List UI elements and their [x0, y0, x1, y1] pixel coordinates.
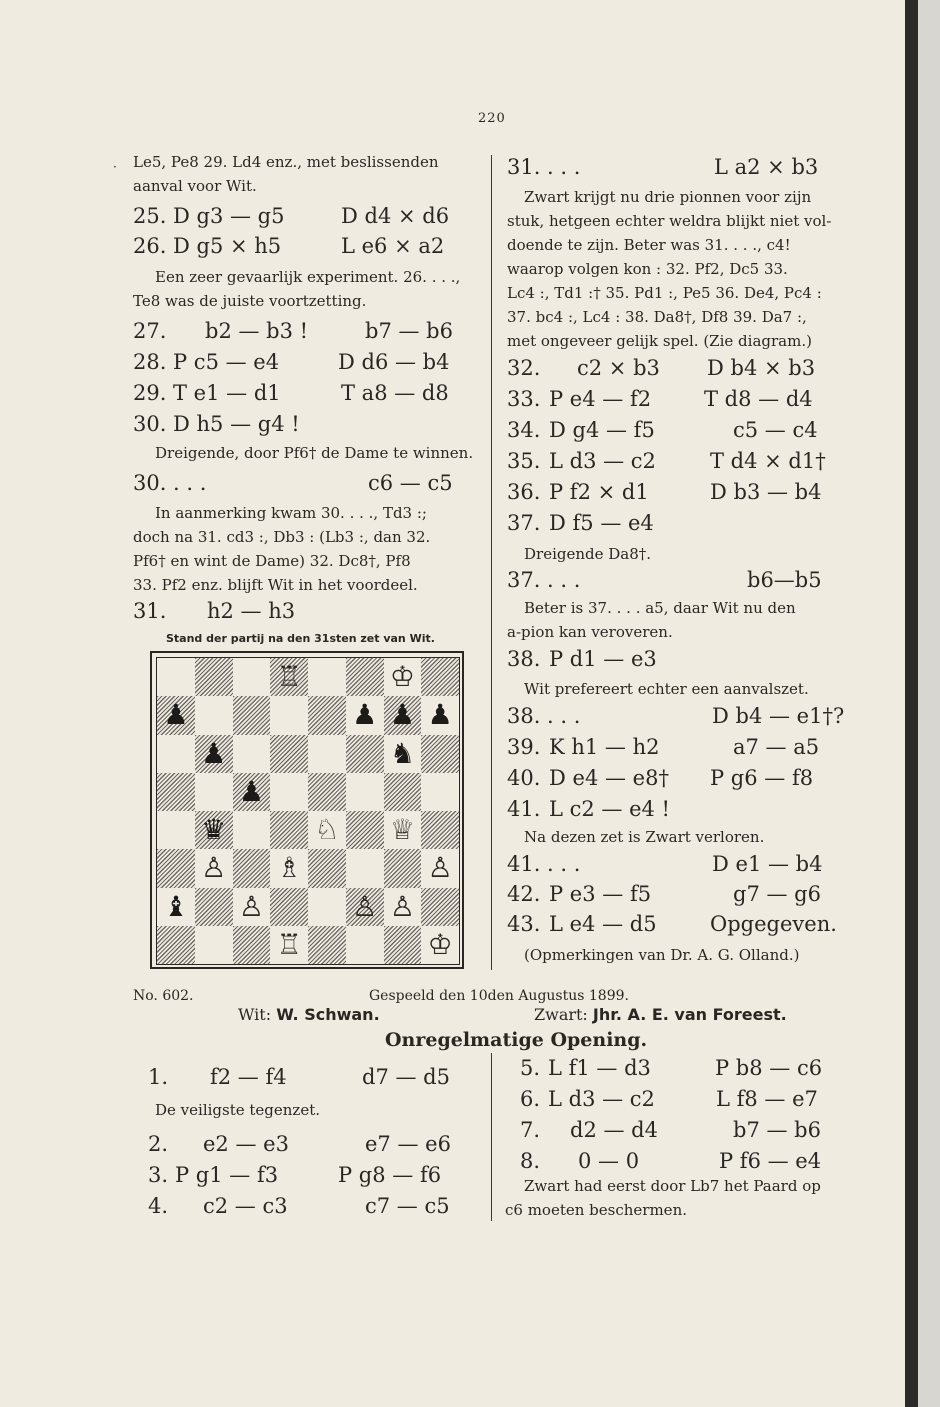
- black-move: P b8 — c6: [715, 1056, 823, 1080]
- white-player-line: [238, 1003, 380, 1027]
- move-number: 28.: [133, 350, 167, 374]
- white-move: e2 — e3: [203, 1132, 289, 1156]
- move-number: 35.: [507, 449, 541, 473]
- black-player-line: [534, 1003, 787, 1027]
- board-square-a4: [157, 811, 195, 849]
- move-number: 32.: [507, 356, 541, 380]
- chess-diagram: [150, 651, 464, 969]
- annotation-line: Pf6† en wint de Dame) 32. Dc8†, Pf8: [133, 552, 411, 570]
- black-move: D b4 — e1†?: [712, 704, 845, 728]
- board-square-g1: [384, 926, 422, 964]
- annotation-line: Wit prefereert echter een aanvalszet.: [524, 680, 809, 698]
- board-square-h6: [421, 735, 459, 773]
- black-move: g7 — g6: [733, 882, 821, 906]
- white-move: . . .: [547, 155, 581, 179]
- white-move: . . .: [547, 704, 581, 728]
- move-number: 27.: [133, 319, 167, 343]
- annotation-line: Zwart had eerst door Lb7 het Paard op: [524, 1177, 821, 1195]
- board-square-e3: [308, 849, 346, 887]
- board-square-f6: [346, 735, 384, 773]
- board-square-d5: [270, 773, 308, 811]
- white-move: L e4 — d5: [549, 912, 657, 936]
- black-pawn-icon: ♟: [352, 698, 378, 732]
- white-move: L d3 — c2: [548, 1087, 655, 1111]
- black-move: b7 — b6: [365, 319, 453, 343]
- black-move: L a2 × b3: [714, 155, 819, 179]
- intro-line: Le5, Pe8 29. Ld4 enz., met beslissenden: [133, 153, 439, 171]
- black-move: T d8 — d4: [704, 387, 813, 411]
- white-queen-icon: ♕: [389, 813, 415, 847]
- white-move: D g4 — f5: [549, 418, 655, 442]
- board-square-c6: [233, 735, 271, 773]
- white-king-icon: ♔: [427, 927, 453, 961]
- board-square-a8: [157, 658, 195, 696]
- annotation-line: c6 moeten beschermen.: [505, 1201, 687, 1219]
- move-number: 36.: [507, 480, 541, 504]
- board-square-b2: [195, 888, 233, 926]
- white-bishop-icon: ♗: [276, 851, 302, 885]
- white-move: T e1 — d1: [173, 381, 281, 405]
- board-square-g5: [384, 773, 422, 811]
- move-number: 34.: [507, 418, 541, 442]
- page-number: 220: [478, 111, 506, 126]
- annotation-line: 37. bc4 :, Lc4 : 38. Da8†, Df8 39. Da7 :,: [507, 308, 807, 326]
- white-pawn-icon: ♙: [201, 851, 227, 885]
- annotation-line: Dreigende Da8†.: [524, 545, 652, 563]
- annotation-line: Een zeer gevaarlijk experiment. 26. . . .,: [155, 268, 461, 286]
- annotation-line: a-pion kan veroveren.: [507, 623, 673, 641]
- move-number: 2.: [148, 1132, 169, 1156]
- move-number: 33.: [507, 387, 541, 411]
- board-square-b1: [195, 926, 233, 964]
- white-move: D e4 — e8†: [549, 766, 669, 790]
- move-number: 37.: [507, 568, 541, 592]
- move-number: 5.: [520, 1056, 541, 1080]
- board-square-h2: [421, 888, 459, 926]
- black-move: L f8 — e7: [716, 1087, 818, 1111]
- board-square-c8: [233, 658, 271, 696]
- white-move: . . .: [173, 471, 207, 495]
- white-move: b2 — b3 !: [205, 319, 309, 343]
- move-number: 25.: [133, 204, 167, 228]
- move-number: 3.: [148, 1163, 169, 1187]
- white-move: D g5 × h5: [173, 234, 282, 258]
- move-number: 38.: [507, 647, 541, 671]
- white-move: d2 — d4: [570, 1118, 658, 1142]
- white-move: L f1 — d3: [548, 1056, 651, 1080]
- black-move: T a8 — d8: [341, 381, 449, 405]
- game-number: No. 602.: [133, 988, 194, 1004]
- board-square-e1: [308, 926, 346, 964]
- move-number: 40.: [507, 766, 541, 790]
- board-square-f8: [346, 658, 384, 696]
- board-square-f5: [346, 773, 384, 811]
- board-square-g3: [384, 849, 422, 887]
- white-rook-icon: ♖: [276, 927, 302, 961]
- black-move: c5 — c4: [733, 418, 818, 442]
- move-number: 37.: [507, 511, 541, 535]
- move-number: 8.: [520, 1149, 541, 1173]
- white-label: Wit:: [238, 1005, 272, 1024]
- move-number: 4.: [148, 1194, 169, 1218]
- white-move: P c5 — e4: [173, 350, 280, 374]
- move-number: 42.: [507, 882, 541, 906]
- white-pawn-icon: ♙: [352, 889, 378, 923]
- page-gutter: [918, 0, 940, 1407]
- move-number: 39.: [507, 735, 541, 759]
- column-divider: [491, 155, 492, 970]
- move-number: 26.: [133, 234, 167, 258]
- black-move: D d4 × d6: [341, 204, 450, 228]
- black-knight-icon: ♞: [389, 736, 415, 770]
- black-move: D e1 — b4: [712, 852, 823, 876]
- white-knight-icon: ♘: [314, 813, 340, 847]
- board-square-e7: [308, 696, 346, 734]
- white-move: K h1 — h2: [549, 735, 660, 759]
- annotation-line: met ongeveer gelijk spel. (Zie diagram.): [507, 332, 812, 350]
- annotation-line: doende te zijn. Beter was 31. . . ., c4!: [507, 236, 791, 254]
- black-move: b6—b5: [747, 568, 822, 592]
- white-move: D f5 — e4: [549, 511, 654, 535]
- black-move: c7 — c5: [365, 1194, 450, 1218]
- white-move: P e3 — f5: [549, 882, 652, 906]
- column-divider-lower: [491, 1053, 492, 1221]
- white-move: P g1 — f3: [175, 1163, 279, 1187]
- white-pawn-icon: ♙: [389, 889, 415, 923]
- board-square-c7: [233, 696, 271, 734]
- chess-board: [156, 657, 460, 965]
- board-square-e2: [308, 888, 346, 926]
- move-number: 1.: [148, 1065, 169, 1089]
- move-number: 43.: [507, 912, 541, 936]
- white-move: L d3 — c2: [549, 449, 656, 473]
- board-square-d4: [270, 811, 308, 849]
- black-pawn-icon: ♟: [389, 698, 415, 732]
- board-square-e8: [308, 658, 346, 696]
- annotation-credit: (Opmerkingen van Dr. A. G. Olland.): [524, 946, 800, 964]
- annotation-line: doch na 31. cd3 :, Db3 : (Lb3 :, dan 32.: [133, 528, 431, 546]
- board-square-d2: [270, 888, 308, 926]
- black-move: a7 — a5: [733, 735, 820, 759]
- board-square-d6: [270, 735, 308, 773]
- black-move: P g6 — f8: [710, 766, 814, 790]
- black-pawn-icon: ♟: [427, 698, 453, 732]
- white-move: D h5 — g4 !: [173, 412, 300, 436]
- move-number: 30.: [133, 412, 167, 436]
- black-pawn-icon: ♟: [201, 736, 227, 770]
- black-label: Zwart:: [534, 1005, 588, 1024]
- move-number: 31.: [507, 155, 541, 179]
- white-move: c2 — c3: [203, 1194, 288, 1218]
- white-move: c2 × b3: [577, 356, 660, 380]
- annotation-line: Te8 was de juiste voortzetting.: [133, 292, 367, 310]
- move-number: 38.: [507, 704, 541, 728]
- black-move: L e6 × a2: [341, 234, 445, 258]
- black-move: b7 — b6: [733, 1118, 821, 1142]
- black-pawn-icon: ♟: [163, 698, 189, 732]
- white-pawn-icon: ♙: [427, 851, 453, 885]
- annotation-line: Lc4 :, Td1 :† 35. Pd1 :, Pe5 36. De4, Pc4 :: [507, 284, 822, 302]
- margin-mark: ·: [113, 160, 117, 174]
- white-move: L c2 — e4 !: [549, 797, 670, 821]
- white-move: h2 — h3: [207, 599, 296, 623]
- board-square-f3: [346, 849, 384, 887]
- white-move: P f2 × d1: [549, 480, 649, 504]
- board-square-f1: [346, 926, 384, 964]
- board-square-e6: [308, 735, 346, 773]
- white-move: P d1 — e3: [549, 647, 657, 671]
- black-move: D b3 — b4: [710, 480, 822, 504]
- annotation-line: In aanmerking kwam 30. . . ., Td3 :;: [155, 504, 427, 522]
- game-date: Gespeeld den 10den Augustus 1899.: [369, 988, 629, 1004]
- annotation-line: 33. Pf2 enz. blijft Wit in het voordeel.: [133, 576, 418, 594]
- white-move: 0 — 0: [578, 1149, 640, 1173]
- black-move: Opgegeven.: [710, 912, 837, 936]
- move-number: 29.: [133, 381, 167, 405]
- white-move: . . .: [547, 852, 581, 876]
- diagram-caption: Stand der partij na den 31sten zet van Wit.: [166, 632, 435, 645]
- board-square-h5: [421, 773, 459, 811]
- board-square-a3: [157, 849, 195, 887]
- black-queen-icon: ♛: [201, 813, 227, 847]
- annotation-line: Zwart krijgt nu drie pionnen voor zijn: [524, 188, 812, 206]
- annotation-line: stuk, hetgeen echter weldra blijkt niet vol-: [507, 212, 832, 230]
- black-move: d7 — d5: [362, 1065, 450, 1089]
- white-move: P e4 — f2: [549, 387, 652, 411]
- board-square-b8: [195, 658, 233, 696]
- white-move: . . .: [547, 568, 581, 592]
- black-move: T d4 × d1†: [710, 449, 826, 473]
- black-pawn-icon: ♟: [238, 774, 264, 808]
- board-square-d7: [270, 696, 308, 734]
- white-move: D g3 — g5: [173, 204, 285, 228]
- intro-line: aanval voor Wit.: [133, 177, 257, 195]
- board-square-a1: [157, 926, 195, 964]
- board-square-h8: [421, 658, 459, 696]
- annotation-line: De veiligste tegenzet.: [155, 1101, 321, 1119]
- annotation-line: waarop volgen kon : 32. Pf2, Dc5 33.: [507, 260, 788, 278]
- board-square-c1: [233, 926, 271, 964]
- move-number: 7.: [520, 1118, 541, 1142]
- black-move: D d6 — b4: [338, 350, 450, 374]
- annotation-line: Dreigende, door Pf6† de Dame te winnen.: [155, 444, 474, 462]
- board-square-f4: [346, 811, 384, 849]
- white-king-icon: ♔: [389, 660, 415, 694]
- move-number: 41.: [507, 852, 541, 876]
- board-square-e5: [308, 773, 346, 811]
- black-player: Jhr. A. E. van Foreest.: [592, 1005, 787, 1024]
- annotation-line: Beter is 37. . . . a5, daar Wit nu den: [524, 599, 796, 617]
- annotation-line: Na dezen zet is Zwart verloren.: [524, 828, 765, 846]
- black-move: D b4 × b3: [707, 356, 816, 380]
- page-gutter-shadow: [905, 0, 918, 1407]
- black-move: e7 — e6: [365, 1132, 451, 1156]
- board-square-h4: [421, 811, 459, 849]
- board-square-a5: [157, 773, 195, 811]
- black-move: P f6 — e4: [719, 1149, 822, 1173]
- board-square-b7: [195, 696, 233, 734]
- white-move: f2 — f4: [210, 1065, 287, 1089]
- white-pawn-icon: ♙: [238, 889, 264, 923]
- white-rook-icon: ♖: [276, 660, 302, 694]
- black-move: P g8 — f6: [338, 1163, 442, 1187]
- move-number: 6.: [520, 1087, 541, 1111]
- move-number: 31.: [133, 599, 167, 623]
- white-player: W. Schwan.: [276, 1005, 380, 1024]
- board-square-c4: [233, 811, 271, 849]
- board-square-c3: [233, 849, 271, 887]
- move-number: 30.: [133, 471, 167, 495]
- black-bishop-icon: ♝: [163, 889, 189, 923]
- black-move: c6 — c5: [368, 471, 453, 495]
- board-square-b5: [195, 773, 233, 811]
- opening-title: Onregelmatige Opening.: [385, 1029, 648, 1051]
- board-square-a6: [157, 735, 195, 773]
- move-number: 41.: [507, 797, 541, 821]
